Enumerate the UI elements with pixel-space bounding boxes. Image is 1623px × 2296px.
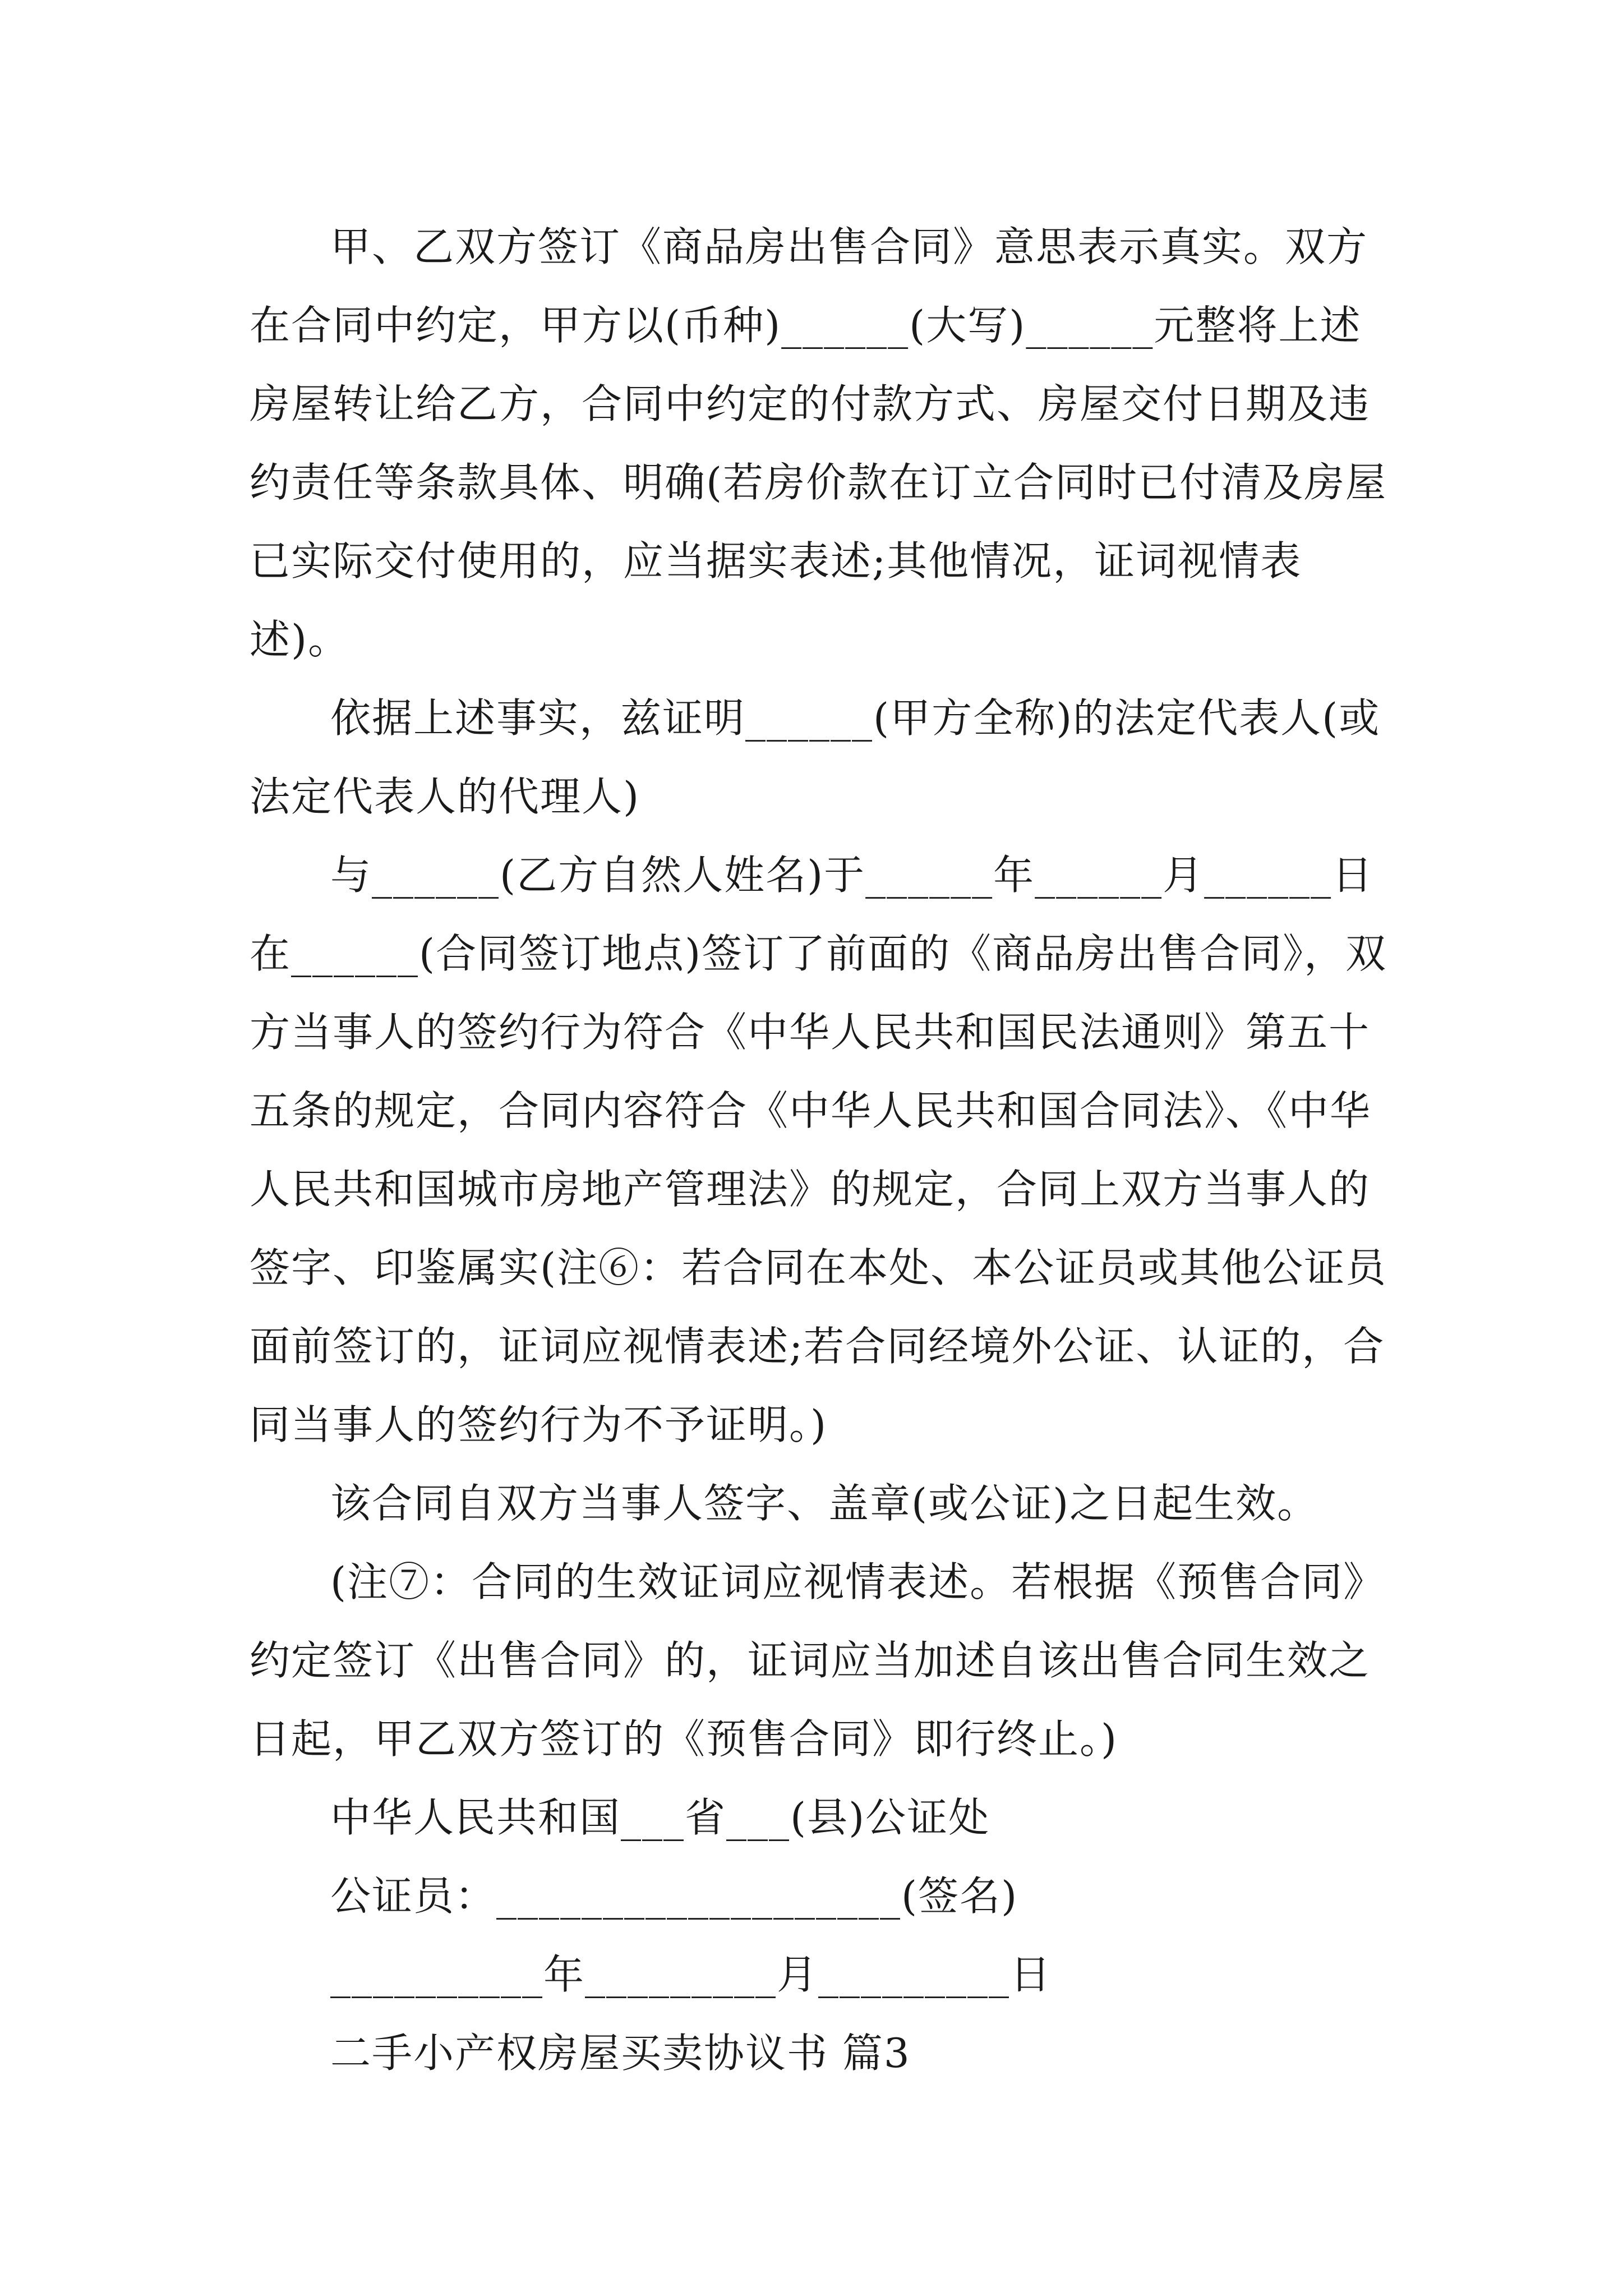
paragraph-note-7: (注⑦：合同的生效证词应视情表述。若根据《预售合同》约定签订《出售合同》的，证词应当加述自该出售合同生效之日起，甲乙双方签订的《预售合同》即行终止。) [250,1558,1385,1763]
notary-signature-line: 公证员：___________________(签名) [330,1872,1018,1920]
paragraph-effective-date: 该合同自双方当事人签字、盖章(或公证)之日起生效。 [330,1480,1319,1527]
document-body [250,208,1394,2092]
notary-office-line: 中华人民共和国___省___(县)公证处 [330,1794,990,1841]
paragraph-certification: 依据上述事实，兹证明______(甲方全称)的法定代表人(或法定代表人的代理人) [250,694,1381,820]
next-section-title: 二手小产权房屋买卖协议书 篇3 [330,2030,911,2077]
paragraph-contract-intent: 甲、乙双方签订《商品房出售合同》意思表示真实。双方在合同中约定，甲方以(币种)______(大写)______元整将上述房屋转让给乙方，合同中约定的付款方式、房屋交付日期及违约责任等条款具体、明确(若房价款在订立合同时已付清及房屋已实际交付使用的，应当据实表述;其他情况，证词视情表述)。 [250,223,1387,663]
date-line: __________年_________月_________日 [330,1951,1052,1998]
paragraph-signing-details: 与______(乙方自然人姓名)于______年______月______日在______(合同签订地点)签订了前面的《商品房出售合同》，双方当事人的签约行为符合《中华人民共和国民法通则》第五十五条的规定，合同内容符合《中华人民共和国合同法》、《中华人民共和国城市房地产管理法》的规定，合同上双方当事人的签字、印鉴属实(注⑥：若合同在本处、本公证员或其他公证员面前签订的，证词应视情表述;若合同经境外公证、认证的，合同当事人的签约行为不予证明。) [250,852,1387,1448]
